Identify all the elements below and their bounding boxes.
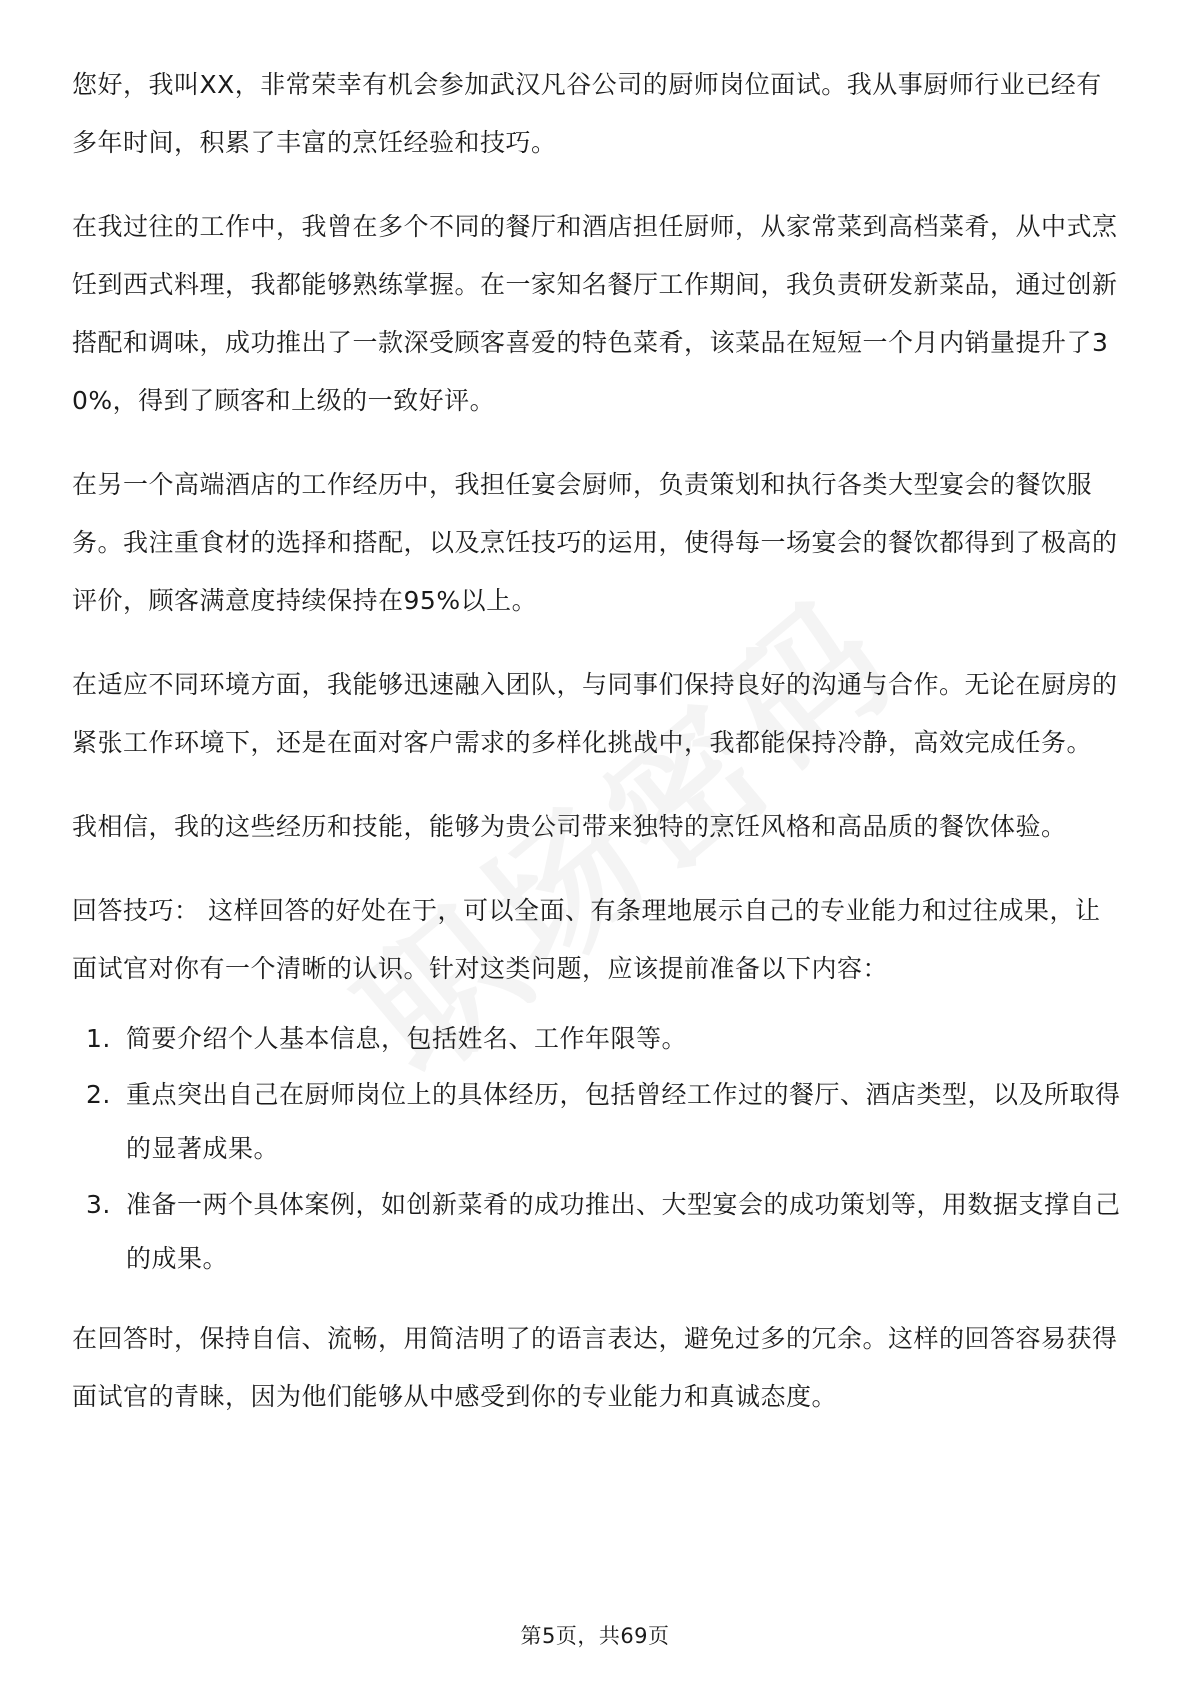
paragraph-tips: 回答技巧： 这样回答的好处在于，可以全面、有条理地展示自己的专业能力和过往成果，让面试官对你有一个清晰的认识。针对这类问题，应该提前准备以下内容： (72, 896, 1101, 983)
list-text: 简要介绍个人基本信息，包括姓名、工作年限等。 (126, 1024, 688, 1053)
paragraph-hotel: 在另一个高端酒店的工作经历中，我担任宴会厨师，负责策划和执行各类大型宴会的餐饮服务。我注重食材的选择和搭配，以及烹饪技巧的运用，使得每一场宴会的餐饮都得到了极高的评价，顾客满意度持续保持在95%以上。 (72, 470, 1118, 615)
list-text: 准备一两个具体案例，如创新菜肴的成功推出、大型宴会的成功策划等，用数据支撑自己的成果。 (126, 1190, 1121, 1273)
paragraph-adaptability: 在适应不同环境方面，我能够迅速融入团队，与同事们保持良好的沟通与合作。无论在厨房的紧张工作环境下，还是在面对客户需求的多样化挑战中，我都能保持冷静，高效完成任务。 (72, 670, 1118, 757)
list-item (72, 1178, 1122, 1286)
list-text: 重点突出自己在厨师岗位上的具体经历，包括曾经工作过的餐厅、酒店类型，以及所取得的显著成果。 (126, 1080, 1121, 1163)
list-number: 3. (86, 1190, 111, 1219)
list-number: 2. (86, 1080, 111, 1109)
list-item (72, 1068, 1122, 1176)
list-item (72, 1012, 1122, 1066)
paragraph-experience: 在我过往的工作中，我曾在多个不同的餐厅和酒店担任厨师，从家常菜到高档菜肴，从中式烹饪到西式料理，我都能够熟练掌握。在一家知名餐厅工作期间，我负责研发新菜品，通过创新搭配和调味，成功推出了一款深受顾客喜爱的特色菜肴，该菜品在短短一个月内销量提升了30%，得到了顾客和上级的一致好评。 (72, 212, 1118, 415)
document-body (72, 56, 1122, 1452)
paragraph-conclusion: 我相信，我的这些经历和技能，能够为贵公司带来独特的烹饪风格和高品质的餐饮体验。 (72, 812, 1067, 841)
paragraph-intro: 您好，我叫XX，非常荣幸有机会参加武汉凡谷公司的厨师岗位面试。我从事厨师行业已经有多年时间，积累了丰富的烹饪经验和技巧。 (72, 70, 1102, 157)
page-footer: 第5页，共69页 (520, 1624, 670, 1648)
tips-list (72, 1012, 1122, 1286)
paragraph-closing: 在回答时，保持自信、流畅，用简洁明了的语言表达，避免过多的冗余。这样的回答容易获得面试官的青睐，因为他们能够从中感受到你的专业能力和真诚态度。 (72, 1324, 1118, 1411)
list-number: 1. (86, 1024, 111, 1053)
